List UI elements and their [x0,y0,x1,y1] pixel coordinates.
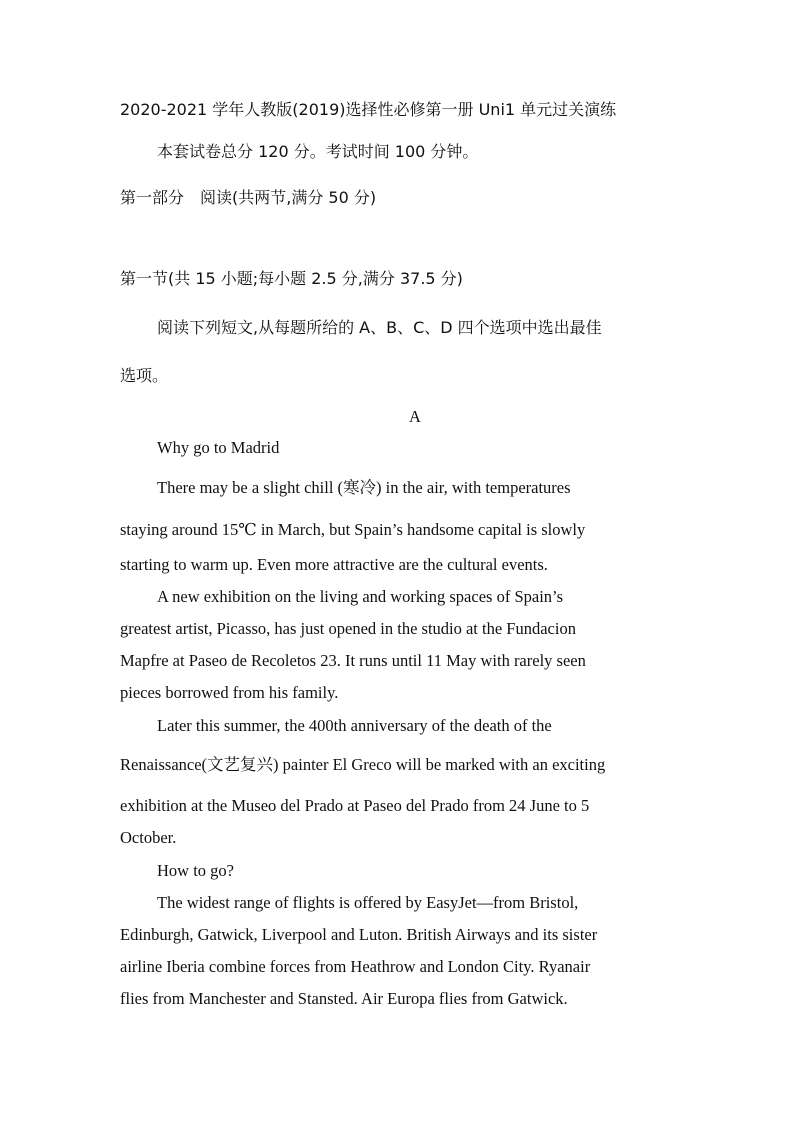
paragraph-3-line: October. [120,828,177,847]
passage-label: A [409,407,421,426]
how-to-go-heading: How to go? [157,861,234,880]
paragraph-3-line: exhibition at the Museo del Prado at Paseo del Prado from 24 June to 5 [120,796,590,815]
part1-heading: 第一部分 阅读(共两节,满分 50 分) [120,188,377,207]
paragraph-2-line: A new exhibition on the living and working spaces of Spain’s [157,587,564,606]
paragraph-1-line: staying around 15℃ in March, but Spain’s handsome capital is slowly [120,520,586,539]
paragraph-1-line: starting to warm up. Even more attractive are the cultural events. [120,555,548,574]
paragraph-2-line: pieces borrowed from his family. [120,683,339,702]
paragraph-4-line: The widest range of flights is offered by EasyJet—from Bristol, [157,893,579,912]
paragraph-4-line: flies from Manchester and Stansted. Air Europa flies from Gatwick. [120,989,568,1008]
paragraph-4-line: Edinburgh, Gatwick, Liverpool and Luton. British Airways and its sister [120,925,598,944]
exam-intro: 本套试卷总分 120 分。考试时间 100 分钟。 [157,142,479,161]
paragraph-2-line: greatest artist, Picasso, has just opened in the studio at the Fundacion [120,619,576,638]
paragraph-4-line: airline Iberia combine forces from Heathrow and London City. Ryanair [120,957,591,976]
paragraph-1-line: There may be a slight chill (寒冷) in the air, with temperatures [157,478,571,497]
paragraph-2-line: Mapfre at Paseo de Recoletos 23. It runs until 11 May with rarely seen [120,651,586,670]
paragraph-3-line: Renaissance(文艺复兴) painter El Greco will be marked with an exciting [120,755,606,774]
document-title: 2020-2021 学年人教版(2019)选择性必修第一册 Uni1 单元过关演练 [120,100,617,119]
section1-heading: 第一节(共 15 小题;每小题 2.5 分,满分 37.5 分) [120,269,463,288]
instruction-line-2: 选项。 [120,366,169,385]
paragraph-3-line: Later this summer, the 400th anniversary of the death of the [157,716,552,735]
passage-title: Why go to Madrid [157,438,280,457]
instruction-line-1: 阅读下列短文,从每题所给的 A、B、C、D 四个选项中选出最佳 [157,318,602,337]
